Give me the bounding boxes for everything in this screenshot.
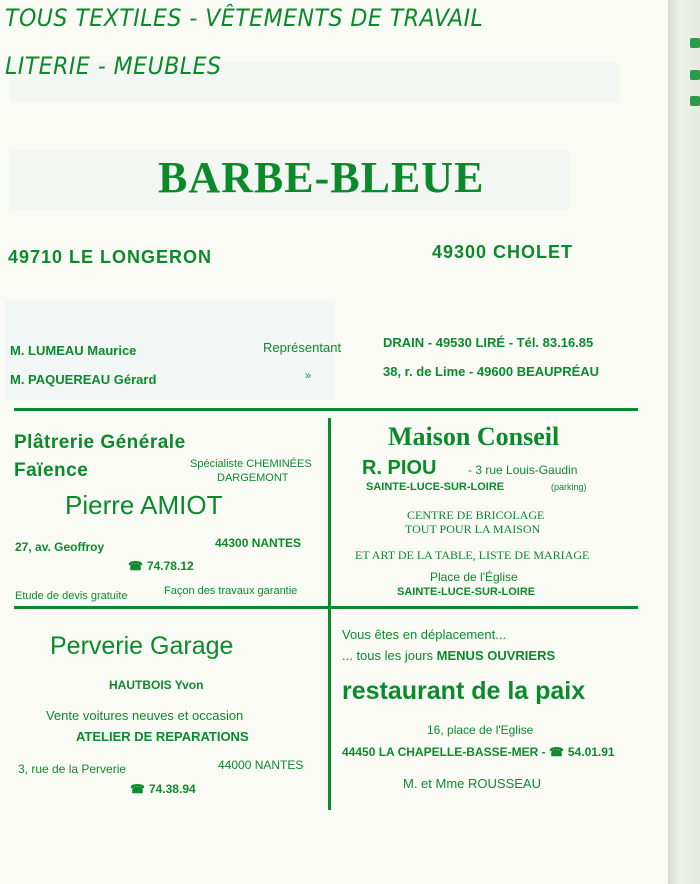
grid-line-middle <box>14 606 638 609</box>
garage-line-1: Vente voitures neuves et occasion <box>46 708 244 723</box>
restaurant-city-line <box>342 745 615 759</box>
rep1-address: DRAIN - 49530 LIRÉ - Tél. 83.16.85 <box>383 335 594 350</box>
header-line-2: LITERIE - MEUBLES <box>5 52 222 80</box>
maison-town-2: SAINTE-LUCE-SUR-LOIRE <box>397 586 536 598</box>
rep1-name: M. LUMEAU Maurice <box>10 343 137 358</box>
platrerie-title-2: Faïence <box>14 460 89 481</box>
phone-icon: ☎ <box>128 559 143 573</box>
maison-owner: R. PIOU <box>362 457 437 479</box>
restaurant-title: restaurant de la paix <box>342 677 586 705</box>
maison-town: SAINTE-LUCE-SUR-LOIRE <box>366 481 505 493</box>
garage-owner: HAUTBOIS Yvon <box>109 678 204 692</box>
platrerie-specialty-2: DARGEMONT <box>217 472 289 484</box>
platrerie-city: 44300 NANTES <box>215 536 302 550</box>
maison-owner-address: - 3 rue Louis-Gaudin <box>468 463 578 477</box>
platrerie-title-1: Plâtrerie Générale <box>14 432 186 453</box>
platrerie-address: 27, av. Geoffroy <box>15 540 105 554</box>
maison-title: Maison Conseil <box>388 422 560 451</box>
maison-place: Place de l'Église <box>430 570 518 584</box>
restaurant-line-1: Vous êtes en déplacement... <box>342 627 507 642</box>
city-right: 49300 CHOLET <box>432 242 574 262</box>
rep2-address: 38, r. de Lime - 49600 BEAUPRÉAU <box>383 364 600 379</box>
grid-line-vertical <box>328 418 331 810</box>
spine-mark <box>690 38 700 48</box>
maison-line-3: ET ART DE LA TABLE, LISTE DE MARIAGE <box>355 548 590 562</box>
restaurant-line-2 <box>342 648 555 663</box>
garage-address: 3, rue de la Perverie <box>18 762 127 776</box>
brand-name: BARBE-BLEUE <box>158 153 485 202</box>
maison-line-2: TOUT POUR LA MAISON <box>405 522 541 536</box>
garage-phone-line <box>130 782 196 796</box>
garage-line-2: ATELIER DE REPARATIONS <box>76 729 249 744</box>
page-spine <box>668 0 700 884</box>
phone-icon: ☎ <box>548 745 564 759</box>
rep2-name: M. PAQUEREAU Gérard <box>10 372 157 387</box>
restaurant-phone: 54.01.91 <box>567 745 615 759</box>
maison-line-1: CENTRE DE BRICOLAGE <box>407 508 545 522</box>
platrerie-phone-line <box>128 559 194 573</box>
restaurant-owners: M. et Mme ROUSSEAU <box>403 776 541 791</box>
city-left: 49710 LE LONGERON <box>8 247 213 267</box>
garage-city: 44000 NANTES <box>218 758 304 772</box>
restaurant-address: 16, place de l'Eglise <box>427 723 534 737</box>
platrerie-note-left: Etude de devis gratuite <box>15 590 128 602</box>
spine-mark <box>690 70 700 80</box>
platrerie-phone: 74.78.12 <box>146 559 194 573</box>
phone-icon: ☎ <box>130 782 145 796</box>
garage-phone: 74.38.94 <box>148 782 196 796</box>
platrerie-owner: Pierre AMIOT <box>65 490 223 520</box>
rep-role: Représentant <box>263 340 342 355</box>
platrerie-note-right: Façon des travaux garantie <box>164 585 298 597</box>
platrerie-specialty-1: Spécialiste CHEMINÉES <box>190 458 312 470</box>
spine-mark <box>690 96 700 106</box>
ditto-mark: » <box>305 370 312 382</box>
restaurant-city: 44450 LA CHAPELLE-BASSE-MER - <box>342 745 546 759</box>
restaurant-line-2-prefix: ... tous les jours <box>342 648 434 663</box>
restaurant-line-2-bold: MENUS OUVRIERS <box>436 648 556 663</box>
maison-town-note: (parking) <box>551 482 587 492</box>
header-line-1: TOUS TEXTILES - VÊTEMENTS DE TRAVAIL <box>5 4 484 32</box>
garage-title: Perverie Garage <box>50 632 234 660</box>
grid-line-top <box>14 408 638 411</box>
